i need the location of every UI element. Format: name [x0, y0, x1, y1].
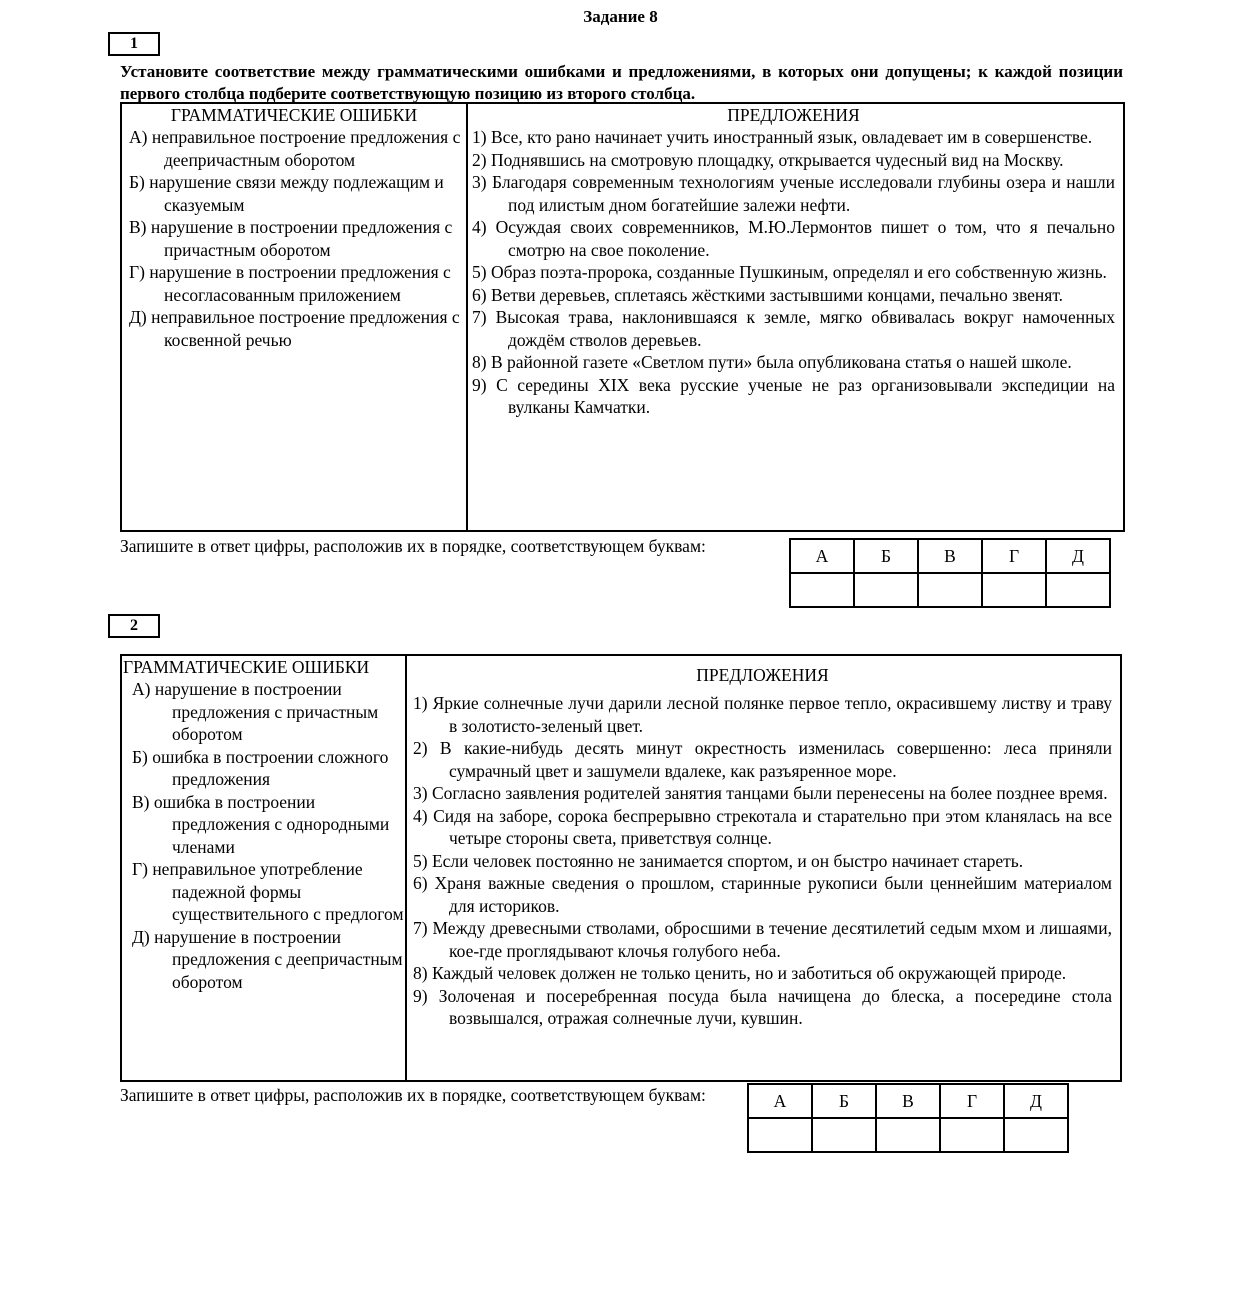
error-item: Б) нарушение связи между подлежащим и сказуемым [129, 172, 444, 215]
answer-letters-row [748, 1084, 1068, 1118]
answer-grid-2 [747, 1083, 1069, 1153]
answer-cell-d[interactable] [1004, 1118, 1068, 1152]
sentence-item: 8) В районной газете «Светлом пути» была опубликована статья о нашей школе. [472, 352, 1072, 372]
error-item: В) нарушение в построении предложения с причастным оборотом [129, 217, 453, 260]
task-number-2: 2 [108, 614, 160, 638]
sentence-item: 4) Сидя на заборе, сорока беспрерывно стрекотала и старательно при этом кланялась на все четыре стороны света, приветствуя солнце. [413, 805, 1112, 848]
matching-table-1 [120, 102, 1125, 532]
answer-cell-b[interactable] [854, 573, 918, 607]
answer-grid-1 [789, 538, 1111, 608]
answer-cell-b[interactable] [812, 1118, 876, 1152]
answer-letter: А [790, 539, 854, 573]
sentence-item: 7) Между древесными стволами, обросшими в течение десятилетий седым мхом и лишаями, кое-где проглядывают клочья голубого неба. [413, 918, 1112, 961]
error-item: В) ошибка в построении предложения с однородными членами [132, 791, 390, 857]
error-item: Д) неправильное построение предложения с косвенной речью [129, 307, 460, 350]
sentence-item: 6) Храня важные сведения о прошлом, старинные рукописи были ценнейшим материалом для историков. [413, 873, 1112, 916]
error-item: А) нарушение в построении предложения с причастным оборотом [132, 679, 379, 744]
answer-input-row [790, 573, 1110, 607]
error-item: А) неправильное построение предложения с деепричастным оборотом [129, 127, 461, 170]
sentence-item: 5) Если человек постоянно не занимается спортом, и он быстро начинает стареть. [413, 850, 1024, 871]
answer-letter: В [876, 1084, 940, 1118]
sentence-item: 8) Каждый человек должен не только ценить, но и заботиться об окружающей природе. [413, 963, 1067, 983]
errors-header: ГРАММАТИЧЕСКИЕ ОШИБКИ [170, 105, 418, 125]
sentence-item: 6) Ветви деревьев, сплетаясь жёсткими застывшими концами, печально звенят. [472, 284, 1064, 305]
answer-cell-d[interactable] [1046, 573, 1110, 607]
task-number-1: 1 [108, 32, 160, 56]
sentence-item: 1) Все, кто рано начинает учить иностранный язык, овладевает им в совершенстве. [472, 127, 1093, 147]
answer-cell-g[interactable] [982, 573, 1046, 607]
error-item: Д) нарушение в построении предложения с деепричастным оборотом [132, 926, 403, 992]
sentence-item: 9) Золоченая и посеребренная посуда была начищена до блеска, а посередине стола возвышался, отражая солнечные лучи, кувшин. [413, 985, 1112, 1028]
sentence-item: 9) С середины XIX века русские ученые не раз организовывали экспедиции на вулканы Камчатки. [472, 374, 1115, 417]
task-instruction: Установите соответствие между грамматическими ошибками и предложениями, в которых они допущены; к каждой позиции первого столбца подберите соответствующую позицию из второго столбца. [120, 62, 1123, 103]
sentence-item: 4) Осуждая своих современников, М.Ю.Лермонтов пишет о том, что я печально смотрю на свое поколение. [472, 217, 1115, 260]
sentence-item: 2) Поднявшись на смотровую площадку, открывается чудесный вид на Москву. [472, 149, 1064, 170]
errors-column [121, 655, 406, 1081]
answer-cell-v[interactable] [876, 1118, 940, 1152]
page-title: Задание 8 [583, 7, 658, 26]
sentences-column [467, 103, 1124, 531]
answer-prompt-1: Запишите в ответ цифры, расположив их в порядке, соответствующем буквам: [120, 536, 706, 556]
answer-letter: В [918, 539, 982, 573]
answer-letter: А [748, 1084, 812, 1118]
sentence-item: 5) Образ поэта-пророка, созданные Пушкиным, определял и его собственную жизнь. [472, 262, 1107, 282]
sentences-column [406, 655, 1121, 1081]
sentence-item: 3) Согласно заявления родителей занятия танцами были перенесены на более позднее время. [413, 783, 1108, 803]
answer-letter: Г [982, 539, 1046, 573]
answer-cell-v[interactable] [918, 573, 982, 607]
errors-column [121, 103, 467, 531]
answer-cell-g[interactable] [940, 1118, 1004, 1152]
sentence-item: 7) Высокая трава, наклонившаяся к земле, мягко обвивалась вокруг намоченных дождём стволов деревьев. [472, 307, 1115, 350]
error-item: Г) неправильное употребление падежной формы существительного с предлогом [132, 859, 404, 924]
answer-letter: Б [812, 1084, 876, 1118]
errors-header: ГРАММАТИЧЕСКИЕ ОШИБКИ [123, 657, 370, 677]
error-item: Г) нарушение в построении предложения с несогласованным приложением [129, 262, 451, 305]
sentence-item: 1) Яркие солнечные лучи дарили лесной полянке первое тепло, окрасившему листву и траву в золотисто-зеленый цвет. [413, 693, 1112, 736]
answer-letter: Г [940, 1084, 1004, 1118]
sentence-item: 3) Благодаря современным технологиям ученые исследовали глубины озера и нашли под илистым дном богатейшие залежи нефти. [472, 172, 1115, 215]
answer-cell-a[interactable] [748, 1118, 812, 1152]
answer-letter: Д [1046, 539, 1110, 573]
sentences-header: ПРЕДЛОЖЕНИЯ [696, 665, 829, 685]
error-item: Б) ошибка в построении сложного предложения [132, 746, 389, 789]
answer-input-row [748, 1118, 1068, 1152]
matching-table-2 [120, 654, 1122, 1082]
answer-cell-a[interactable] [790, 573, 854, 607]
answer-letter: Б [854, 539, 918, 573]
sentences-header: ПРЕДЛОЖЕНИЯ [727, 105, 860, 125]
answer-letter: Д [1004, 1084, 1068, 1118]
answer-letters-row [790, 539, 1110, 573]
answer-prompt-2: Запишите в ответ цифры, расположив их в порядке, соответствующем буквам: [120, 1085, 706, 1105]
sentence-item: 2) В какие-нибудь десять минут окрестность изменилась совершенно: леса приняли сумрачный цвет и зашумели вдалеке, как разъяренное море. [413, 738, 1112, 781]
